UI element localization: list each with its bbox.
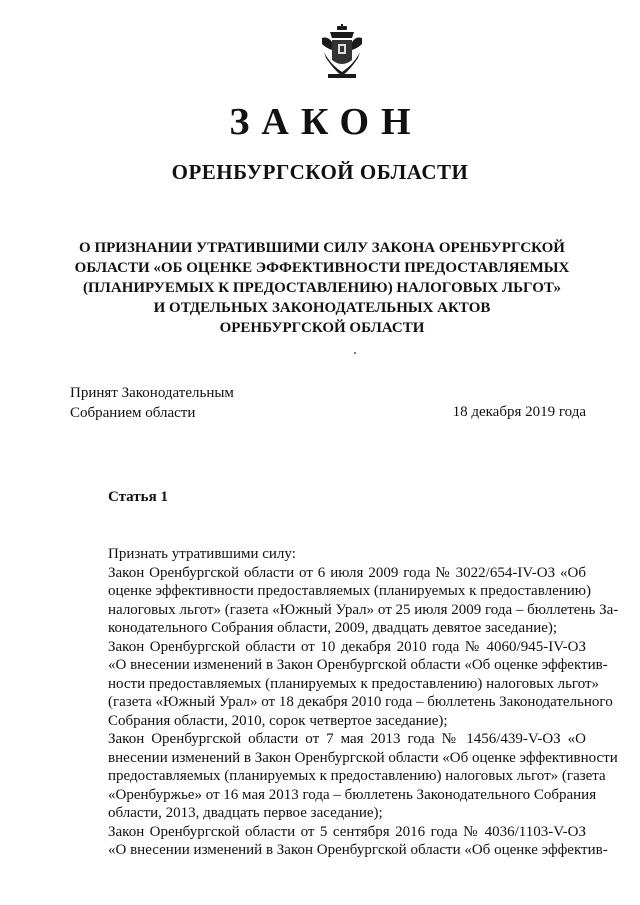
- paragraph-line: конодательного Собрания области, 2009, двадцать девятое заседание);: [108, 620, 558, 636]
- adopted-line: Принят Законодательным: [70, 385, 234, 401]
- coat-of-arms-icon: [318, 24, 366, 80]
- adopted-line: Собранием области: [70, 405, 196, 421]
- title-line: ОБЛАСТИ «ОБ ОЦЕНКЕ ЭФФЕКТИВНОСТИ ПРЕДОСТАВЛЯЕМЫХ: [74, 260, 570, 276]
- paragraph-line: области, 2013, двадцать первое заседание);: [108, 805, 383, 821]
- paragraph-line: Закон Оренбургской области от 10 декабря 2010 года № 4060/945-IV-ОЗ: [108, 638, 586, 655]
- title-line: О ПРИЗНАНИИ УТРАТИВШИМИ СИЛУ ЗАКОНА ОРЕНБУРГСКОЙ: [79, 240, 565, 256]
- paragraph-line: Закон Оренбургской области от 6 июля 2009 года № 3022/654-IV-ОЗ «Об: [108, 564, 586, 581]
- intro-text: Признать утратившими силу:: [108, 546, 296, 562]
- law-title: [72, 238, 572, 338]
- adopted-date: 18 декабря 2019 года: [452, 404, 586, 420]
- paragraph-line: предоставляемых (планируемых к предоставлению) налоговых льгот» (газета: [108, 768, 606, 784]
- paragraph-line: Закон Оренбургской области от 5 сентября 2016 года № 4036/1103-V-ОЗ: [108, 823, 586, 840]
- adopted-by: [70, 383, 234, 423]
- paragraph-line: ности предоставляемых (планируемых к предоставлению) налоговых льгот»: [108, 675, 600, 692]
- region-heading: ОРЕНБУРГСКОЙ ОБЛАСТИ: [171, 160, 469, 184]
- law-heading: ЗАКОН: [229, 101, 423, 143]
- list-paragraph: [70, 564, 619, 638]
- paragraph-line: (газета «Южный Урал» от 18 декабря 2010 года – бюллетень Законодательного: [108, 694, 613, 710]
- title-line: (ПЛАНИРУЕМЫХ К ПРЕДОСТАВЛЕНИЮ) НАЛОГОВЫХ ЛЬГОТ»: [83, 280, 561, 296]
- paragraph-line: налоговых льгот» (газета «Южный Урал» от 25 июля 2009 года – бюллетень За-: [108, 601, 619, 618]
- paragraph-line: оценке эффективности предоставляемых (планируемых к предоставлению): [108, 583, 592, 599]
- title-line: ОРЕНБУРГСКОЙ ОБЛАСТИ: [219, 320, 425, 336]
- intro-paragraph: [70, 545, 586, 564]
- article-heading: Статья 1: [108, 489, 168, 505]
- list-paragraph: [70, 823, 608, 860]
- article-body: [70, 545, 619, 860]
- paragraph-line: «О внесении изменений в Закон Оренбургской области «Об оценке эффектив-: [108, 842, 608, 858]
- list-paragraph: [70, 730, 618, 823]
- paragraph-line: Закон Оренбургской области от 7 мая 2013 года № 1456/439-V-ОЗ «О: [108, 731, 586, 747]
- paragraph-line: внесении изменений в Закон Оренбургской области «Об оценке эффективности: [108, 749, 618, 766]
- scan-speck: [354, 352, 356, 354]
- title-line: И ОТДЕЛЬНЫХ ЗАКОНОДАТЕЛЬНЫХ АКТОВ: [153, 300, 491, 316]
- list-paragraph: [70, 638, 613, 731]
- paragraph-line: «О внесении изменений в Закон Оренбургской области «Об оценке эффектив-: [108, 657, 608, 673]
- paragraph-line: Собрания области, 2010, сорок четвертое заседание);: [108, 712, 448, 729]
- paragraph-line: «Оренбуржье» от 16 мая 2013 года – бюллетень Законодательного Собрания: [108, 786, 597, 803]
